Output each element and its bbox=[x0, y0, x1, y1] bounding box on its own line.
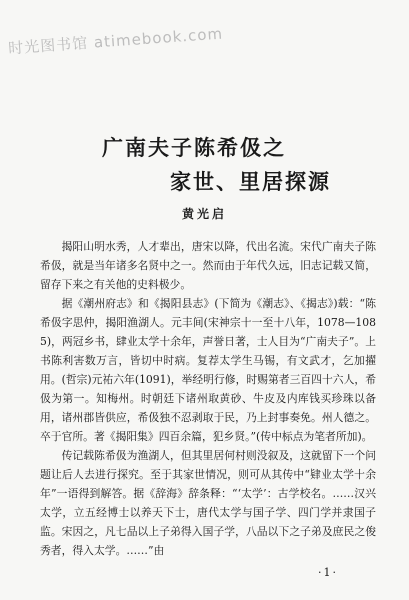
watermark: 时光图书馆 atimebook.com bbox=[7, 24, 224, 58]
title-line-1: 广南夫子陈希伋之 bbox=[102, 135, 286, 161]
page-number: ·1· bbox=[318, 566, 338, 579]
author-byline: 黄光启 bbox=[181, 207, 227, 221]
title-line-2: 家世、里居探源 bbox=[170, 169, 331, 195]
article-body bbox=[40, 237, 376, 560]
paragraph-biography-quote: 据《潮州府志》和《揭阳县志》(下简为《潮志》、《揭志》)载：“陈希伋字思仲，揭阳渔湖人。元丰间(宋神宗十一至十八年，1078—1085)，两冠乡书，肆业太学十余年，声誉日著，士人目为“广南夫子”。上书陈利害数万言，皆切中时病。复荐太学生马锡，有文武才，乞加擢用。(哲宗)元祐六年(1091)，举经明行修，时赐第者三百四十六人，希伋为第一。知梅州。时朝廷下诸州取黄砂、牛皮及内库钱买珍珠以备用，诸州郡皆供应，希伋独不忍剥取于民，乃上封事奏免。州人德之。卒于官所。著《揭阳集》四百余篇，犯乡贤。”(传中标点为笔者所加)。 bbox=[40, 297, 376, 443]
paragraph-intro: 揭阳山明水秀，人才辈出，唐宋以降，代出名流。宋代广南夫子陈希伋，就是当年诸多名贤中之一。然而由于年代久远，旧志记载又简，留存下来之有关他的史料极少。 bbox=[40, 240, 376, 291]
paragraph-analysis: 传记载陈希伋为渔湖人，但其里居何村则没叙及，这就留下一个问题让后人去进行探究。至于其家世情况，则可从其传中“肄业太学十余年”一语得到解答。据《辞海》辞条释：“‘太学’：古学校名。……汉兴太学，立五经博士以养天下士，唐代太学与国子学、四门学并隶国子监。宋因之，凡七品以上子弟得入国子学，八品以下之子弟及庶民之俊秀者，得入太学。……”由 bbox=[40, 449, 376, 557]
